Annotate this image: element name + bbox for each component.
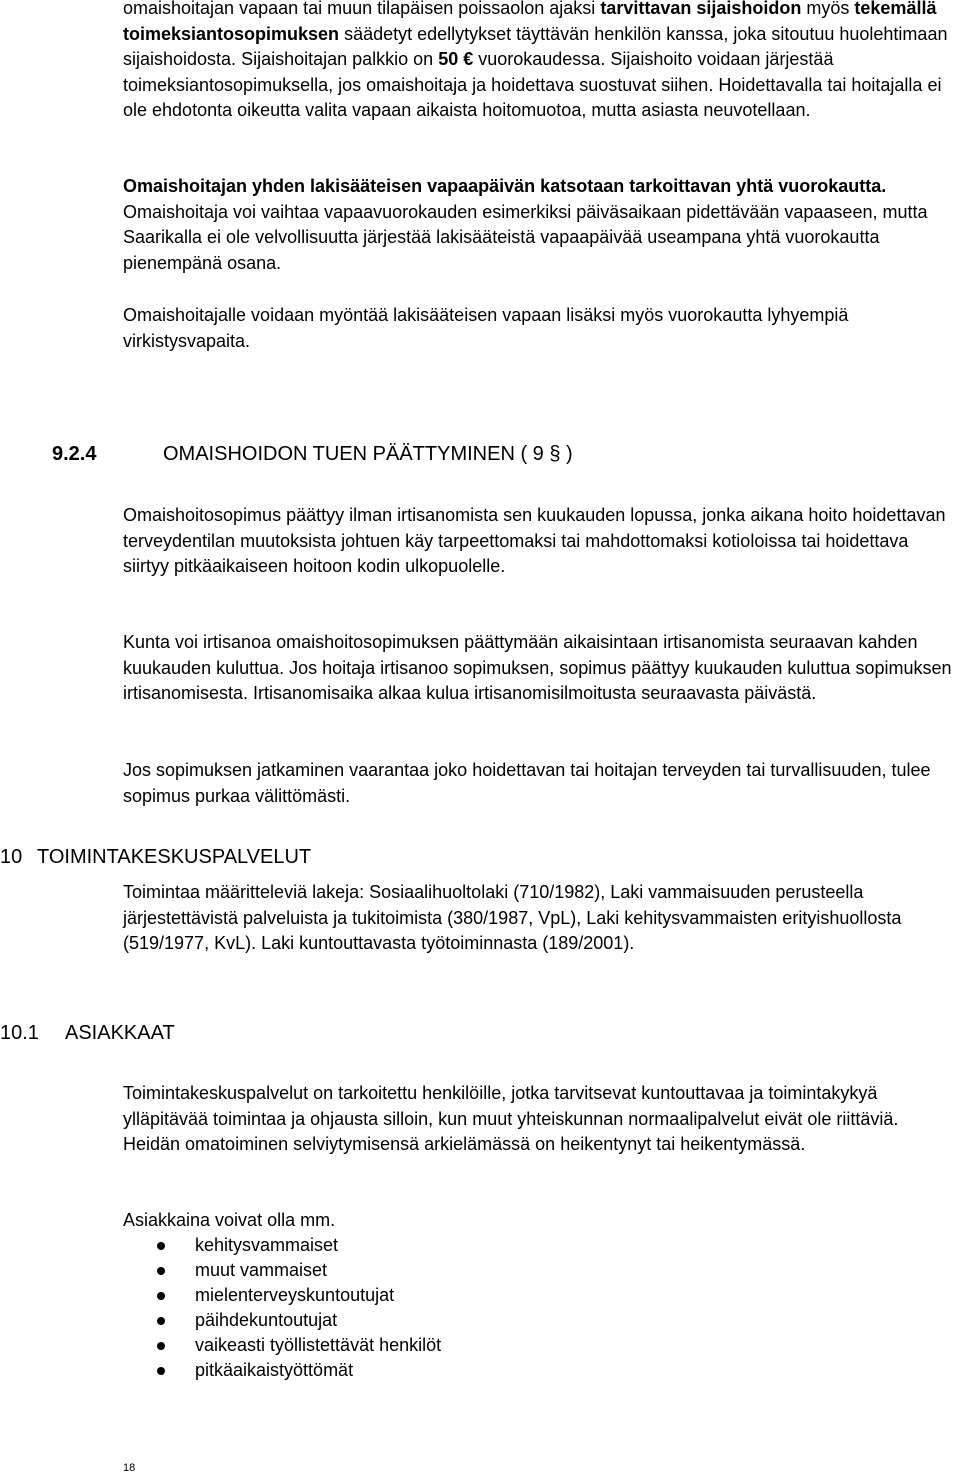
list-item <box>123 1308 441 1333</box>
virkistys-paragraph: Omaishoitajalle voidaan myöntää lakisääteisen vapaan lisäksi myös vuorokautta lyhyempiä virkistysvapaita. <box>123 305 849 351</box>
intro-bold-2: tekemällä toimeksiantosopimuksen <box>123 0 937 44</box>
list-item-label: pitkäaikaistyöttömät <box>195 1360 354 1380</box>
section-paragraph: Toimintakeskuspalvelut on tarkoitettu henkilöille, jotka tarvitsevat kuntouttavaa ja toimintakykyä ylläpitävää toimintaa ja ohjausta silloin, kun muut yhteiskunnan normaalipalvelut eivät ole riittäviä. Heidän omatoiminen selviytymisensä arkielämässä on heikentynyt tai heikentymässä. <box>123 1083 899 1154</box>
section-paragraph: Toimintaa määritteleviä lakeja: Sosiaalihuoltolaki (710/1982), Laki vammaisuuden perusteella järjestettävistä palveluista ja tukitoimista (380/1987, VpL), Laki kehitysvammaisten erityishuollosta (519/1977, KvL). Laki kuntouttavasta työtoiminnasta (189/2001). <box>123 882 902 953</box>
fee-amount: 50 € <box>438 49 474 69</box>
list-item <box>123 1283 441 1308</box>
section-heading-924 <box>52 441 573 467</box>
list-item-label: mielenterveyskuntoutujat <box>195 1285 395 1305</box>
intro-text-5: vuorokaudessa. Sijaishoito voidaan järjestää toimeksiantosopimuksella, jos omaishoitaja ja hoidettava suostuvat siihen. Hoidettavalla tai hoitajalla ei ole ehdotonta oikeutta valita vapaan aikaista hoitomuotoa, mutta asiasta neuvotellaan. <box>123 49 942 120</box>
list-item-label: kehitysvammaiset <box>195 1235 339 1255</box>
bullet-icon <box>157 1342 165 1350</box>
list-item-label: päihdekuntoutujat <box>195 1310 338 1330</box>
section-number: 9.2.4 <box>52 443 97 465</box>
section-title: ASIAKKAAT <box>65 1022 175 1044</box>
section-paragraph: Kunta voi irtisanoa omaishoitosopimuksen päättymään aikaisintaan irtisanomista seuraavan kahden kuukauden kuluttua. Jos hoitaja irtisanoo sopimuksen, sopimus päättyy kuukauden kuluttua sopimuksen irtisanomisesta. Irtisanomisaika alkaa kulua irtisanomisilmoitusta seuraavasta päivästä. <box>123 632 952 703</box>
intro-text-3: säädetyt edellytykset täyttävän henkilön <box>339 23 662 44</box>
bullet-icon <box>157 1367 165 1375</box>
list-item-label: vaikeasti työllistettävät henkilöt <box>195 1335 442 1355</box>
list-item <box>123 1358 441 1383</box>
section-title: OMAISHOIDON TUEN PÄÄTTYMINEN ( 9 § ) <box>163 443 573 465</box>
bullet-icon <box>157 1317 165 1325</box>
section-number: 10.1 <box>0 1022 39 1044</box>
vapaapaiva-bold: Omaishoitajan yhden lakisääteisen vapaapäivän katsotaan tarkoittavan yhtä vuorokautta. <box>123 176 887 196</box>
list-item <box>123 1233 441 1258</box>
section-paragraph: Jos sopimuksen jatkaminen vaarantaa joko hoidettavan tai hoitajan terveyden tai turvallisuuden, tulee sopimus purkaa välittömästi. <box>123 760 931 806</box>
intro-text-4: kanssa, joka sitoutuu huolehtimaan sijaishoidosta. Sijaishoitajan palkkio on <box>123 23 948 69</box>
section-paragraph: Omaishoitosopimus päättyy ilman irtisanomista sen kuukauden lopussa, jonka aikana hoito hoidettavan terveydentilan muutoksista johtuen käy tarpeettomaksi tai mahdottomaksi kotioloissa tai hoidettava siirtyy pitkäaikaiseen hoitoon kodin ulkopuolelle. <box>123 505 946 576</box>
section-heading-101 <box>0 1020 175 1046</box>
bullet-icon <box>157 1242 165 1250</box>
intro-text-1: omaishoitajan vapaan tai muun tilapäisen poissaolon ajaksi <box>123 0 601 18</box>
list-item <box>123 1258 441 1283</box>
section-title: TOIMINTAKESKUSPALVELUT <box>37 846 312 868</box>
intro-paragraph <box>123 0 953 124</box>
bullet-icon <box>157 1267 165 1275</box>
intro-text-2: myös <box>806 0 855 18</box>
page-number: 18 <box>123 1462 136 1474</box>
client-list <box>123 1233 441 1383</box>
intro-bold-1: tarvittavan sijaishoidon <box>600 0 802 18</box>
list-item <box>123 1333 441 1358</box>
vapaapaiva-paragraph <box>123 174 953 276</box>
section-heading-10 <box>0 844 311 870</box>
list-intro: Asiakkaina voivat olla mm. <box>123 1210 336 1230</box>
list-item-label: muut vammaiset <box>195 1260 328 1280</box>
bullet-icon <box>157 1292 165 1300</box>
vapaapaiva-text: Omaishoitaja voi vaihtaa vapaavuorokauden esimerkiksi päiväsaikaan pidettävään vapaaseen, mutta Saarikalla ei ole velvollisuutta järjestää lakisääteistä vapaapäivää useampana yhtä vuorokautta pienempänä osana. <box>123 201 928 273</box>
section-number: 10 <box>0 846 23 868</box>
